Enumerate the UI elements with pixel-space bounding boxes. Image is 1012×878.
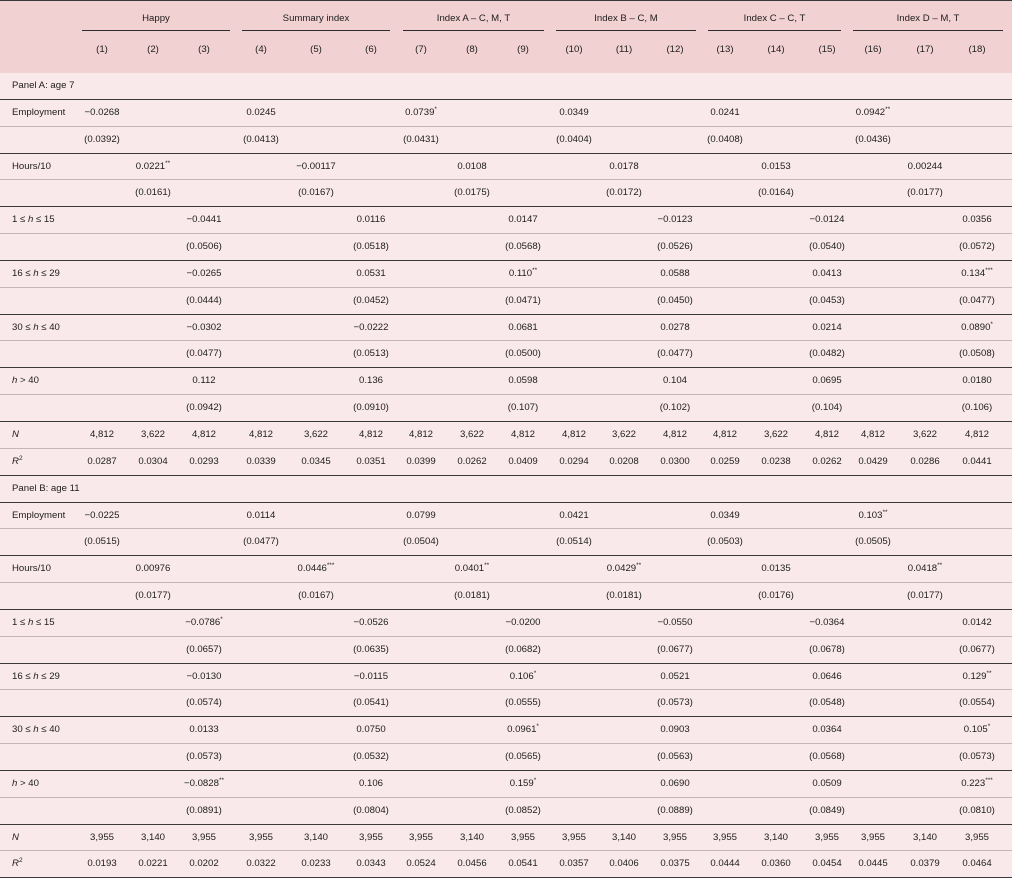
coefficient-cell: 0.0541 <box>508 858 538 870</box>
std-error-cell: (0.0678) <box>809 643 845 655</box>
coefficient-cell: −0.0302 <box>186 321 222 333</box>
coefficient-cell: 0.0214 <box>812 321 842 333</box>
coefficient-cell: 4,812 <box>964 428 989 440</box>
coefficient-cell: 0.0193 <box>87 858 117 870</box>
row-label: 1 ≤ h ≤ 15 <box>12 214 55 226</box>
std-error-cell: (0.0810) <box>959 804 995 816</box>
row-label: Employment <box>12 106 66 118</box>
table-row <box>0 529 1012 556</box>
coefficient-cell: 0.0178 <box>609 160 639 172</box>
coefficient-cell: 0.0259 <box>710 455 740 467</box>
std-error-cell: (0.0452) <box>353 294 389 306</box>
coefficient-cell: 0.0903 <box>660 724 690 736</box>
coefficient-cell: 0.0349 <box>710 509 740 521</box>
coefficient-cell: 4,812 <box>510 428 535 440</box>
coefficient-cell: 4,812 <box>712 428 737 440</box>
coefficient-cell: 0.0464 <box>962 858 992 870</box>
coefficient-cell: −0.0786* <box>185 615 223 628</box>
coefficient-cell: 0.103** <box>858 508 888 521</box>
row-label: $R^2$ <box>12 857 23 870</box>
std-error-cell: (0.0555) <box>505 697 541 709</box>
table-row <box>0 288 1012 315</box>
std-error-cell: (0.0568) <box>809 751 845 763</box>
std-error-cell: (0.0505) <box>855 536 891 548</box>
coefficient-cell: 3,140 <box>140 831 165 843</box>
coefficient-cell: −0.0123 <box>657 214 693 226</box>
std-error-cell: (0.0471) <box>505 294 541 306</box>
coefficient-cell: 0.0262 <box>812 455 842 467</box>
row-label: 30 ≤ h ≤ 40 <box>12 321 60 333</box>
std-error-cell: (0.0532) <box>353 751 389 763</box>
coefficient-cell: 0.0262 <box>457 455 487 467</box>
column-numbers <box>0 44 1012 64</box>
table-row <box>0 154 1012 181</box>
coefficient-cell: 3,140 <box>459 831 484 843</box>
coefficient-cell: 0.0379 <box>910 858 940 870</box>
coefficient-cell: 4,812 <box>248 428 273 440</box>
table-row <box>0 744 1012 771</box>
coefficient-cell: 0.0942** <box>855 105 891 118</box>
std-error-cell: (0.0503) <box>707 536 743 548</box>
std-error-cell: (0.0431) <box>403 133 439 145</box>
coefficient-cell: −0.0828** <box>183 776 224 789</box>
coefficient-cell: −0.0124 <box>809 214 845 226</box>
coefficient-cell: 0.0524 <box>406 858 436 870</box>
coefficient-cell: 3,622 <box>303 428 328 440</box>
coefficient-cell: 0.0356 <box>962 214 992 226</box>
coefficient-cell: 0.0646 <box>812 670 842 682</box>
coefficient-cell: 0.0446*** <box>297 562 335 575</box>
std-error-cell: (0.0408) <box>707 133 743 145</box>
coefficient-cell: 0.0413 <box>812 267 842 279</box>
coefficient-cell: 3,955 <box>860 831 885 843</box>
table-row <box>0 180 1012 207</box>
coefficient-cell: 0.0304 <box>138 455 168 467</box>
coefficient-cell: 0.0133 <box>189 724 219 736</box>
coefficient-cell: 0.110** <box>508 266 538 279</box>
std-error-cell: (0.0563) <box>657 751 693 763</box>
coefficient-cell: 3,622 <box>611 428 636 440</box>
column-number: (2) <box>147 44 159 55</box>
table-row <box>0 234 1012 261</box>
std-error-cell: (0.0413) <box>243 133 279 145</box>
coefficient-cell: 4,812 <box>814 428 839 440</box>
std-error-cell: (0.0574) <box>186 697 222 709</box>
std-error-cell: (0.0167) <box>298 590 334 602</box>
coefficient-cell: 0.0695 <box>812 375 842 387</box>
coefficient-cell: 0.0345 <box>301 455 331 467</box>
std-error-cell: (0.0572) <box>959 241 995 253</box>
table-row <box>0 851 1012 878</box>
coefficient-cell: 0.223*** <box>961 776 993 789</box>
coefficient-cell: 0.0286 <box>910 455 940 467</box>
coefficient-cell: 3,140 <box>303 831 328 843</box>
std-error-cell: (0.0942) <box>186 402 222 414</box>
coefficient-cell: −0.0268 <box>84 106 120 118</box>
table-row <box>0 583 1012 610</box>
table-row <box>0 100 1012 127</box>
coefficient-cell: 0.0364 <box>812 724 842 736</box>
std-error-cell: (0.0477) <box>959 294 995 306</box>
column-number: (16) <box>864 44 882 55</box>
coefficient-cell: 0.0343 <box>356 858 386 870</box>
coefficient-cell: 0.0750 <box>356 724 386 736</box>
coefficient-cell: 0.0409 <box>508 455 538 467</box>
coefficient-cell: 0.0278 <box>660 321 690 333</box>
table-row <box>0 771 1012 798</box>
column-number: (6) <box>365 44 377 55</box>
table-row <box>0 798 1012 825</box>
table-row <box>0 637 1012 664</box>
row-label: N <box>12 831 19 843</box>
column-number: (18) <box>968 44 986 55</box>
coefficient-cell: 0.0421 <box>559 509 589 521</box>
coefficient-cell: 0.0233 <box>301 858 331 870</box>
table-row <box>0 395 1012 422</box>
column-number: (8) <box>466 44 478 55</box>
coefficient-cell: 0.159* <box>509 776 537 789</box>
std-error-cell: (0.0514) <box>556 536 592 548</box>
coefficient-cell: 0.0739* <box>405 105 437 118</box>
std-error-cell: (0.0573) <box>657 697 693 709</box>
table-header <box>0 0 1012 73</box>
coefficient-cell: 4,812 <box>662 428 687 440</box>
std-error-cell: (0.0177) <box>907 187 943 199</box>
coefficient-cell: 0.0360 <box>761 858 791 870</box>
row-label: h > 40 <box>12 777 39 789</box>
coefficient-cell: −0.0265 <box>186 267 222 279</box>
column-number: (10) <box>565 44 583 55</box>
row-label: 1 ≤ h ≤ 15 <box>12 616 55 628</box>
coefficient-cell: 4,812 <box>358 428 383 440</box>
row-label: 16 ≤ h ≤ 29 <box>12 670 60 682</box>
std-error-cell: (0.0504) <box>403 536 439 548</box>
std-error-cell: (0.0573) <box>186 751 222 763</box>
std-error-cell: (0.0167) <box>298 187 334 199</box>
coefficient-cell: 3,140 <box>912 831 937 843</box>
coefficient-cell: −0.00117 <box>296 160 336 172</box>
std-error-cell: (0.0181) <box>454 590 490 602</box>
coefficient-cell: 0.0238 <box>761 455 791 467</box>
coefficient-cell: 0.106 <box>358 777 383 789</box>
coefficient-cell: 0.0108 <box>457 160 487 172</box>
row-label: 30 ≤ h ≤ 40 <box>12 724 60 736</box>
coefficient-cell: −0.0550 <box>657 616 693 628</box>
coefficient-cell: 0.0114 <box>246 509 276 521</box>
coefficient-cell: 0.106* <box>509 669 537 682</box>
std-error-cell: (0.0635) <box>353 643 389 655</box>
std-error-cell: (0.0889) <box>657 804 693 816</box>
coefficient-cell: 0.0588 <box>660 267 690 279</box>
table-row <box>0 717 1012 744</box>
coefficient-cell: 0.0441 <box>962 455 992 467</box>
coefficient-cell: 0.00244 <box>907 160 943 172</box>
column-number: (15) <box>818 44 836 55</box>
coefficient-cell: 3,955 <box>408 831 433 843</box>
std-error-cell: (0.0910) <box>353 402 389 414</box>
coefficient-cell: 0.0153 <box>761 160 791 172</box>
coefficient-cell: 3,955 <box>561 831 586 843</box>
coefficient-cell: −0.0225 <box>84 509 120 521</box>
std-error-cell: (0.0677) <box>959 643 995 655</box>
coefficient-cell: 3,140 <box>611 831 636 843</box>
table-row <box>0 315 1012 342</box>
table-row <box>0 368 1012 395</box>
coefficient-cell: 0.0799 <box>406 509 436 521</box>
coefficient-cell: 0.0444 <box>710 858 740 870</box>
std-error-cell: (0.0891) <box>186 804 222 816</box>
column-number: (4) <box>255 44 267 55</box>
std-error-cell: (0.0392) <box>84 133 120 145</box>
std-error-cell: (0.0541) <box>353 697 389 709</box>
std-error-cell: (0.0500) <box>505 348 541 360</box>
coefficient-cell: 0.0454 <box>812 858 842 870</box>
coefficient-cell: 0.0445 <box>858 858 888 870</box>
coefficient-cell: 3,622 <box>763 428 788 440</box>
coefficient-cell: 4,812 <box>860 428 885 440</box>
panel-heading: Panel B: age 11 <box>12 482 80 494</box>
coefficient-cell: 3,622 <box>912 428 937 440</box>
std-error-cell: (0.0518) <box>353 241 389 253</box>
std-error-cell: (0.0450) <box>657 294 693 306</box>
std-error-cell: (0.0804) <box>353 804 389 816</box>
table-row <box>0 503 1012 530</box>
coefficient-cell: 0.0399 <box>406 455 436 467</box>
coefficient-cell: 0.105* <box>963 723 991 736</box>
table-row <box>0 825 1012 852</box>
std-error-cell: (0.107) <box>507 402 539 414</box>
coefficient-cell: 0.0208 <box>609 455 639 467</box>
row-label: h > 40 <box>12 375 39 387</box>
coefficient-cell: 3,955 <box>510 831 535 843</box>
coefficient-cell: 4,812 <box>408 428 433 440</box>
coefficient-cell: −0.0526 <box>353 616 389 628</box>
coefficient-cell: 0.0429 <box>858 455 888 467</box>
group-header-index-b: Index B – C, M <box>556 12 696 31</box>
std-error-cell: (0.0515) <box>84 536 120 548</box>
std-error-cell: (0.0554) <box>959 697 995 709</box>
coefficient-cell: 0.0418** <box>907 562 943 575</box>
panel-heading: Panel A: age 7 <box>12 80 75 91</box>
row-label: Hours/10 <box>12 160 51 172</box>
coefficient-cell: 0.0293 <box>189 455 219 467</box>
std-error-cell: (0.0573) <box>959 751 995 763</box>
coefficient-cell: 0.0245 <box>246 106 276 118</box>
coefficient-cell: 3,622 <box>459 428 484 440</box>
panel-heading-row <box>0 476 1012 503</box>
coefficient-cell: 4,812 <box>191 428 216 440</box>
coefficient-cell: 0.0681 <box>508 321 538 333</box>
table-row <box>0 449 1012 476</box>
group-header-happy: Happy <box>82 12 230 31</box>
row-label: Hours/10 <box>12 563 51 575</box>
coefficient-cell: −0.0364 <box>809 616 845 628</box>
std-error-cell: (0.0565) <box>505 751 541 763</box>
std-error-cell: (0.0172) <box>606 187 642 199</box>
std-error-cell: (0.0682) <box>505 643 541 655</box>
coefficient-cell: 0.0456 <box>457 858 487 870</box>
coefficient-cell: 0.0509 <box>812 777 842 789</box>
coefficient-cell: 0.112 <box>192 375 216 387</box>
coefficient-cell: 0.136 <box>358 375 383 387</box>
group-header-index-d: Index D – M, T <box>853 12 1003 31</box>
std-error-cell: (0.0177) <box>907 590 943 602</box>
row-label: $R^2$ <box>12 454 23 467</box>
coefficient-cell: −0.0222 <box>353 321 389 333</box>
std-error-cell: (0.0508) <box>959 348 995 360</box>
coefficient-cell: 0.134*** <box>961 266 993 279</box>
group-header-index-a: Index A – C, M, T <box>403 12 544 31</box>
table-row <box>0 664 1012 691</box>
column-number: (3) <box>198 44 210 55</box>
std-error-cell: (0.0175) <box>454 187 490 199</box>
std-error-cell: (0.0177) <box>135 590 171 602</box>
std-error-cell: (0.0513) <box>353 348 389 360</box>
coefficient-cell: 3,955 <box>89 831 114 843</box>
table-row <box>0 341 1012 368</box>
column-number: (1) <box>96 44 108 55</box>
coefficient-cell: 0.0339 <box>246 455 276 467</box>
row-label: 16 ≤ h ≤ 29 <box>12 267 60 279</box>
coefficient-cell: 0.0375 <box>660 858 690 870</box>
table-row <box>0 556 1012 583</box>
coefficient-cell: 3,140 <box>763 831 788 843</box>
column-number: (11) <box>615 44 633 55</box>
table-row <box>0 422 1012 449</box>
coefficient-cell: 0.0351 <box>356 455 386 467</box>
coefficient-cell: 0.0294 <box>559 455 589 467</box>
std-error-cell: (0.0477) <box>657 348 693 360</box>
column-number: (13) <box>716 44 734 55</box>
coefficient-cell: 0.0401** <box>454 562 490 575</box>
coefficient-cell: 0.00976 <box>135 563 171 575</box>
std-error-cell: (0.0548) <box>809 697 845 709</box>
coefficient-cell: 0.0531 <box>356 267 386 279</box>
std-error-cell: (0.0477) <box>186 348 222 360</box>
std-error-cell: (0.0404) <box>556 133 592 145</box>
coefficient-cell: −0.0441 <box>186 214 222 226</box>
group-header-summary-index: Summary index <box>242 12 390 31</box>
std-error-cell: (0.104) <box>811 402 843 414</box>
table-body <box>0 73 1012 878</box>
table-row <box>0 127 1012 154</box>
coefficient-cell: 0.0287 <box>87 455 117 467</box>
std-error-cell: (0.0436) <box>855 133 891 145</box>
std-error-cell: (0.0568) <box>505 241 541 253</box>
coefficient-cell: 4,812 <box>561 428 586 440</box>
coefficient-cell: 3,955 <box>964 831 989 843</box>
coefficient-cell: 0.0135 <box>761 563 791 575</box>
column-number: (5) <box>310 44 322 55</box>
table-row <box>0 610 1012 637</box>
std-error-cell: (0.102) <box>659 402 691 414</box>
table-row <box>0 207 1012 234</box>
group-header-index-c: Index C – C, T <box>708 12 841 31</box>
column-number: (9) <box>517 44 529 55</box>
coefficient-cell: −0.0200 <box>505 616 541 628</box>
coefficient-cell: 0.129** <box>962 669 992 682</box>
std-error-cell: (0.0164) <box>758 187 794 199</box>
coefficient-cell: 0.0598 <box>508 375 538 387</box>
coefficient-cell: −0.0130 <box>186 670 222 682</box>
row-label: Employment <box>12 509 66 521</box>
table-row <box>0 261 1012 288</box>
std-error-cell: (0.0477) <box>243 536 279 548</box>
row-label: N <box>12 428 19 440</box>
coefficient-cell: 0.0890* <box>961 320 993 333</box>
column-number: (7) <box>415 44 427 55</box>
coefficient-cell: 3,955 <box>248 831 273 843</box>
std-error-cell: (0.0161) <box>135 187 171 199</box>
std-error-cell: (0.0181) <box>606 590 642 602</box>
coefficient-cell: 3,955 <box>191 831 216 843</box>
coefficient-cell: 0.0521 <box>660 670 690 682</box>
coefficient-cell: 0.0322 <box>246 858 276 870</box>
std-error-cell: (0.106) <box>961 402 993 414</box>
coefficient-cell: 0.0690 <box>660 777 690 789</box>
column-number: (12) <box>666 44 684 55</box>
coefficient-cell: 0.0116 <box>356 214 386 226</box>
coefficient-cell: 0.104 <box>662 375 687 387</box>
std-error-cell: (0.0453) <box>809 294 845 306</box>
std-error-cell: (0.0657) <box>186 643 222 655</box>
coefficient-cell: 0.0406 <box>609 858 639 870</box>
std-error-cell: (0.0444) <box>186 294 222 306</box>
coefficient-cell: 0.0202 <box>189 858 219 870</box>
std-error-cell: (0.0176) <box>758 590 794 602</box>
coefficient-cell: 0.0429** <box>606 562 642 575</box>
coefficient-cell: 0.0180 <box>962 375 992 387</box>
table-row <box>0 690 1012 717</box>
std-error-cell: (0.0526) <box>657 241 693 253</box>
std-error-cell: (0.0540) <box>809 241 845 253</box>
coefficient-cell: 0.0300 <box>660 455 690 467</box>
std-error-cell: (0.0852) <box>505 804 541 816</box>
coefficient-cell: 3,622 <box>140 428 165 440</box>
coefficient-cell: 0.0961* <box>507 723 539 736</box>
coefficient-cell: 0.0349 <box>559 106 589 118</box>
coefficient-cell: 0.0241 <box>710 106 740 118</box>
std-error-cell: (0.0677) <box>657 643 693 655</box>
coefficient-cell: 3,955 <box>712 831 737 843</box>
column-number: (14) <box>767 44 785 55</box>
coefficient-cell: 0.0357 <box>559 858 589 870</box>
coefficient-cell: 4,812 <box>89 428 114 440</box>
panel-heading-row <box>0 73 1012 100</box>
coefficient-cell: −0.0115 <box>353 670 389 682</box>
coefficient-cell: 0.0147 <box>508 214 538 226</box>
coefficient-cell: 0.0221 <box>138 858 168 870</box>
std-error-cell: (0.0506) <box>186 241 222 253</box>
std-error-cell: (0.0849) <box>809 804 845 816</box>
coefficient-cell: 0.0142 <box>962 616 992 628</box>
coefficient-cell: 3,955 <box>358 831 383 843</box>
coefficient-cell: 3,955 <box>662 831 687 843</box>
coefficient-cell: 0.0221** <box>135 159 171 172</box>
column-number: (17) <box>916 44 934 55</box>
coefficient-cell: 3,955 <box>814 831 839 843</box>
std-error-cell: (0.0482) <box>809 348 845 360</box>
